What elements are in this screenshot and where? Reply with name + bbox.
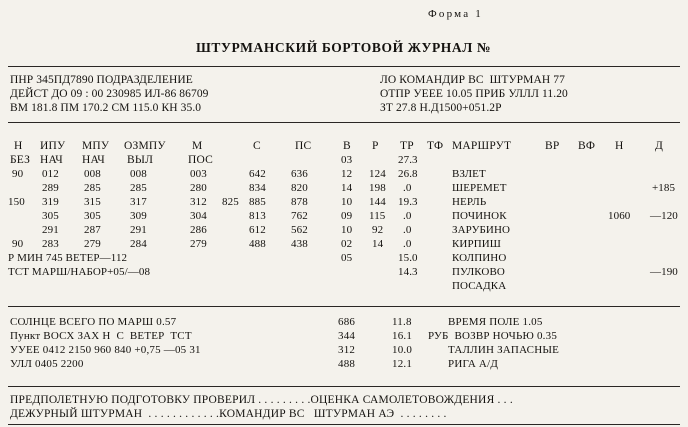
table-row-4-m: 304 (190, 210, 207, 222)
colhdr-tf: ТФ (427, 140, 444, 152)
table-row-6-m: 279 (190, 238, 207, 250)
footer-line-1: ПРЕДПОЛЕТНУЮ ПОДГОТОВКУ ПРОВЕРИЛ . . . . . . . . .ОЦЕНКА САМОЛЕТОВОЖДЕНИЯ . . . (10, 394, 513, 406)
table-row-5-route: КИРПИШ (452, 238, 501, 250)
table-row-1-mpu: 008 (84, 168, 101, 180)
mid-num1-2: 344 (338, 330, 356, 342)
table-row-6-ozmpu: 284 (130, 238, 147, 250)
row-note-wind-route: ПУЛКОВО (452, 266, 505, 278)
table-row-3-v: 10 (341, 196, 353, 208)
table-row-2-d: +185 (652, 182, 676, 194)
colhdr-nach-2: НАЧ (82, 154, 105, 166)
table-row-6-n: 90 (12, 238, 24, 250)
table-row-1-ps: 636 (291, 168, 308, 180)
table-row-6-v: 02 (341, 238, 353, 250)
table-row-2-ps: 820 (291, 182, 308, 194)
colhdr-n: Н (14, 140, 23, 152)
divider-bottom (8, 424, 680, 425)
colhdr-s: С (253, 140, 261, 152)
table-row-3-ipu: 319 (42, 196, 59, 208)
table-row-4-r: 115 (369, 210, 386, 222)
table-row-5-s: 612 (249, 224, 266, 236)
table-row-4-ipu: 305 (42, 210, 59, 222)
return-night-line: РУБ ВОЗВР НОЧЬЮ 0.35 (428, 330, 558, 342)
point-uuee-line: УУЕЕ 0412 2150 960 840 +0,75 —05 31 (10, 344, 201, 356)
header-left-line-2: ДЕЙСТ ДО 09 : 00 230985 ИЛ-86 86709 (10, 88, 209, 100)
table-row-2-v: 14 (341, 182, 353, 194)
table-row-6-ipu: 283 (42, 238, 59, 250)
table-row-5-m: 286 (190, 224, 207, 236)
divider-footer (8, 386, 680, 387)
header-left-line-3: ВМ 181.8 ПМ 170.2 СМ 115.0 КН 35.0 (10, 102, 202, 114)
alternate-tallinn-line: ТАЛЛИН ЗАПАСНЫЕ (448, 344, 560, 356)
table-row-5-ipu: 291 (42, 224, 59, 236)
table-row-6-r: 14 (372, 238, 384, 250)
table-row-4-ozmpu: 309 (130, 210, 147, 222)
mid-num1-4: 488 (338, 358, 356, 370)
row-note-wind-v: 05 (341, 252, 353, 264)
footer-line-2: ДЕЖУРНЫЙ ШТУРМАН . . . . . . . . . . . .КОМАНДИР ВС ШТУРМАН АЭ . . . . . . . . (10, 408, 447, 420)
table-row-3-m2: 825 (222, 196, 239, 208)
mid-num2-2: 16.1 (392, 330, 413, 342)
table-row-3-mpu: 315 (84, 196, 101, 208)
colhdr-vr: ВР (545, 140, 560, 152)
table-row-2-ozmpu: 285 (130, 182, 147, 194)
divider-header (8, 122, 680, 123)
mid-num2-1: 11.8 (392, 316, 412, 328)
table-row-3-route: ПОЧИНОК (452, 210, 507, 222)
table-row-5-tr: .0 (403, 224, 412, 236)
page-title: ШТУРМАНСКИЙ БОРТОВОЙ ЖУРНАЛ № (196, 40, 492, 55)
table-row-6-mpu: 279 (84, 238, 101, 250)
table-row-1-n: 90 (12, 168, 24, 180)
mid-num1-3: 312 (338, 344, 356, 356)
table-row-3-r: 144 (369, 196, 386, 208)
table-row-2-ipu: 289 (42, 182, 59, 194)
colhdr-nach-1: НАЧ (40, 154, 63, 166)
table-row-4-mpu: 305 (84, 210, 101, 222)
table-row-1-route: ШЕРЕМЕТ (452, 182, 507, 194)
table-row-5-r: 92 (372, 224, 384, 236)
divider-middle (8, 306, 680, 307)
table-row-2-s: 834 (249, 182, 266, 194)
table-row-4-s: 813 (249, 210, 266, 222)
table-row-4-route: ЗАРУБИНО (452, 224, 511, 236)
colhdr-mpu: МПУ (82, 140, 110, 152)
table-row-6-ps: 438 (291, 238, 308, 250)
form-number: Форма 1 (428, 8, 483, 20)
table-row-5-mpu: 287 (84, 224, 101, 236)
table-row-2-tr: .0 (403, 182, 412, 194)
mid-num2-3: 10.0 (392, 344, 413, 356)
table-row-4-tr: .0 (403, 210, 412, 222)
table-row-4-ps: 762 (291, 210, 308, 222)
row-takeoff-tr: 27.3 (398, 154, 418, 166)
mid-num1-1: 686 (338, 316, 356, 328)
table-row-6-route: КОЛПИНО (452, 252, 507, 264)
table-row-4-v: 09 (341, 210, 353, 222)
table-row-1-s: 642 (249, 168, 266, 180)
table-row-3-s: 885 (249, 196, 266, 208)
table-row-3-m: 312 (190, 196, 207, 208)
table-row-1-tr: 26.8 (398, 168, 418, 180)
colhdr-m: М (192, 140, 203, 152)
point-header-line: Пункт ВОСХ ЗАХ Н С ВЕТЕР ТСТ (10, 330, 192, 342)
row-note-tst-route: ПОСАДКА (452, 280, 507, 292)
table-row-5-ozmpu: 291 (130, 224, 147, 236)
row-takeoff-route: ВЗЛЕТ (452, 168, 486, 180)
flight-time-line: ВРЕМЯ ПОЛЕ 1.05 (448, 316, 543, 328)
colhdr-tr: ТР (400, 140, 414, 152)
colhdr-r: Р (372, 140, 379, 152)
colhdr-pos: ПОС (188, 154, 214, 166)
divider-top (8, 66, 680, 67)
table-row-6-s: 488 (249, 238, 266, 250)
table-row-1-ipu: 012 (42, 168, 59, 180)
table-row-3-d: —120 (650, 210, 678, 222)
colhdr-v: В (343, 140, 351, 152)
table-row-6-tr: .0 (403, 238, 412, 250)
colhdr-bez: БЕЗ (10, 154, 31, 166)
point-ulll-line: УЛЛ 0405 2200 (10, 358, 84, 370)
table-row-3-ozmpu: 317 (130, 196, 147, 208)
header-right-line-2: ОТПР УЕЕЕ 10.05 ПРИБ УЛЛЛ 11.20 (380, 88, 568, 100)
colhdr-route: МАРШРУТ (452, 140, 512, 152)
row-takeoff-v: 03 (341, 154, 353, 166)
row-note-wind-tr: 15.0 (398, 252, 418, 264)
table-row-2-m: 280 (190, 182, 207, 194)
table-row-1-ozmpu: 008 (130, 168, 147, 180)
table-row-1-r: 124 (369, 168, 386, 180)
table-row-1-v: 12 (341, 168, 353, 180)
colhdr-vf: ВФ (578, 140, 596, 152)
header-right-line-1: ЛО КОМАНДИР ВС ШТУРМАН 77 (380, 74, 565, 86)
colhdr-ipu: ИПУ (40, 140, 66, 152)
header-right-line-3: ЗТ 27.8 Н.Д1500+051.2Р (380, 102, 502, 114)
table-row-2-r: 198 (369, 182, 386, 194)
table-row-5-v: 10 (341, 224, 353, 236)
colhdr-ps: ПС (295, 140, 312, 152)
colhdr-d: Д (655, 140, 664, 152)
row-note-tst: ТСТ МАРШ/НАБОР+05/—08 (8, 266, 151, 278)
mid-num2-4: 12.1 (392, 358, 413, 370)
row-note-wind: Р МИН 745 ВЕТЕР—112 (8, 252, 128, 264)
table-row-2-route: НЕРЛЬ (452, 196, 487, 208)
colhdr-h: Н (615, 140, 624, 152)
row-note-wind-d: —190 (650, 266, 678, 278)
table-row-3-h: 1060 (608, 210, 631, 222)
header-left-line-1: ПНР 345ПД7890 ПОДРАЗДЕЛЕНИЕ (10, 74, 193, 86)
table-row-1-m: 003 (190, 168, 207, 180)
colhdr-ozmpu: ОЗМПУ (124, 140, 166, 152)
table-row-5-ps: 562 (291, 224, 308, 236)
colhdr-vyl: ВЫЛ (127, 154, 154, 166)
sun-summary-line: СОЛНЦЕ ВСЕГО ПО МАРШ 0.57 (10, 316, 177, 328)
table-row-3-ps: 878 (291, 196, 308, 208)
table-row-3-n: 150 (8, 196, 25, 208)
table-row-2-mpu: 285 (84, 182, 101, 194)
alternate-riga-line: РИГА А/Д (448, 358, 499, 370)
table-row-3-tr: 19.3 (398, 196, 418, 208)
row-note-tst-tr: 14.3 (398, 266, 418, 278)
